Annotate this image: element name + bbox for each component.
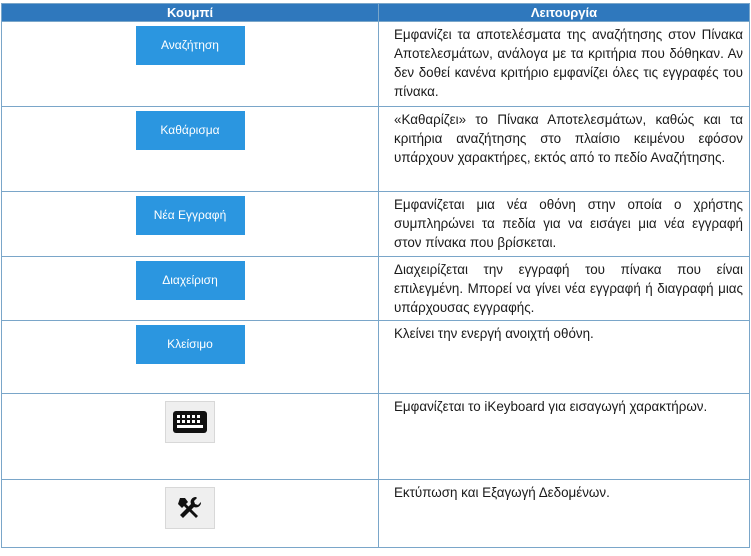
description-cell xyxy=(379,257,750,321)
button-cell xyxy=(2,107,379,192)
icon-cell xyxy=(2,394,379,480)
table-row xyxy=(2,192,750,257)
table-row xyxy=(2,394,750,480)
description-cell xyxy=(379,107,750,192)
close-button[interactable]: Κλείσιμο xyxy=(136,325,245,364)
keyboard-button[interactable] xyxy=(165,401,215,443)
new-record-button[interactable]: Νέα Εγγραφή xyxy=(136,196,245,235)
button-cell xyxy=(2,257,379,321)
button-cell xyxy=(2,22,379,107)
functions-table xyxy=(1,3,750,548)
header-function-column: Λειτουργία xyxy=(379,4,750,22)
description-cell xyxy=(379,22,750,107)
description-cell xyxy=(379,192,750,257)
tools-icon xyxy=(176,495,204,521)
print-export-button[interactable] xyxy=(165,487,215,529)
description-text: «Καθαρίζει» το Πίνακα Αποτελεσμάτων, καθώς και τα κριτήρια αναζήτησης στο πλαίσιο κειμένου εφόσον υπάρχουν χαρακτήρες, εκτός από το πεδίο Αναζήτησης. xyxy=(394,112,743,165)
icon-cell xyxy=(2,480,379,548)
description-text: Εμφανίζεται μια νέα οθόνη στην οποία ο χρήστης συμπληρώνει τα πεδία για να εισάγει μια νέα εγγραφή στον πίνακα που βρίσκεται. xyxy=(394,197,743,250)
manage-button[interactable]: Διαχείριση xyxy=(136,261,245,300)
description-cell xyxy=(379,480,750,548)
keyboard-icon xyxy=(173,411,207,433)
table-row xyxy=(2,321,750,394)
table-row xyxy=(2,480,750,548)
description-text: Εκτύπωση και Εξαγωγή Δεδομένων. xyxy=(394,485,610,500)
header-button-column: Κουμπί xyxy=(2,4,379,22)
button-cell xyxy=(2,321,379,394)
button-cell xyxy=(2,192,379,257)
table-row xyxy=(2,107,750,192)
description-text: Εμφανίζεται το iKeyboard για εισαγωγή χαρακτήρων. xyxy=(394,399,708,414)
description-text: Διαχειρίζεται την εγγραφή του πίνακα που είναι επιλεγμένη. Μπορεί να γίνει νέα εγγραφή ή διαγραφή μιας υπάρχουσας εγγραφής. xyxy=(394,262,743,315)
search-button[interactable]: Αναζήτηση xyxy=(136,26,245,65)
description-cell xyxy=(379,321,750,394)
clear-button[interactable]: Καθάρισμα xyxy=(136,111,245,150)
description-text: Κλείνει την ενεργή ανοιχτή οθόνη. xyxy=(394,326,594,341)
description-cell xyxy=(379,394,750,480)
description-text: Εμφανίζει τα αποτελέσματα της αναζήτησης στον Πίνακα Αποτελεσμάτων, ανάλογα με τα κριτήρια που δόθηκαν. Αν δεν δοθεί κανένα κριτήριο εμφανίζει όλες τις εγγραφές του πίνακα. xyxy=(394,27,743,99)
table-row xyxy=(2,257,750,321)
table-row xyxy=(2,22,750,107)
table-header-row xyxy=(2,4,750,22)
